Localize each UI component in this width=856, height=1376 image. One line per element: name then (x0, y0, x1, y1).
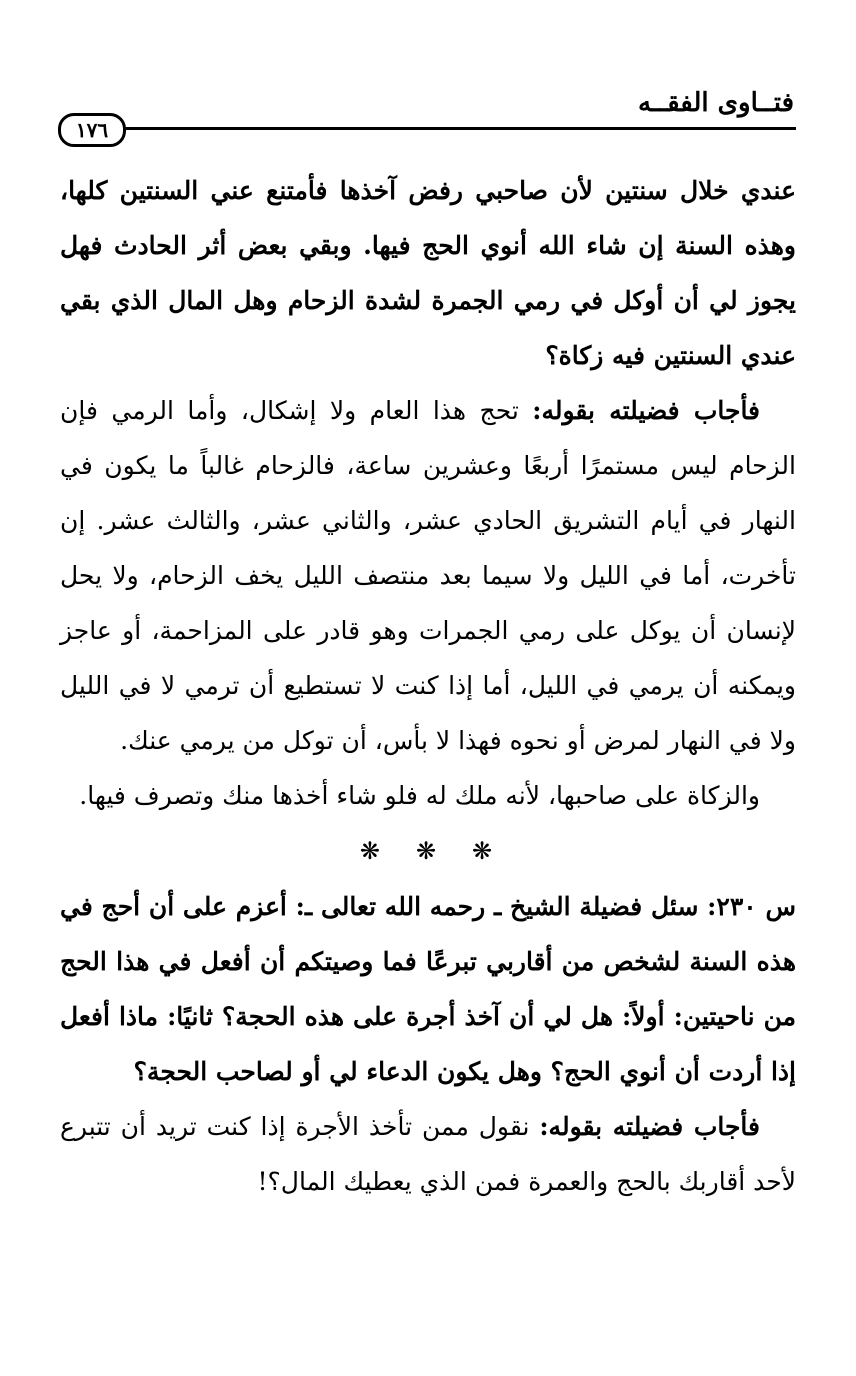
answer-lead: فأجاب فضيلته بقوله: (532, 396, 761, 425)
asterism-mark: ❋ (359, 837, 384, 865)
answer-text: نقول ممن تأخذ الأجرة إذا كنت تريد أن تتبرع لأحد أقاربك بالحج والعمرة فمن الذي يعطيك المال؟! (60, 1112, 796, 1196)
answer-text: تحج هذا العام ولا إشكال، وأما الرمي فإن الزحام ليس مستمرًا أربعًا وعشرين ساعة، فالزحام غالباً ما يكون في النهار في أيام التشريق الحادي عشر، والثاني عشر، والثالث عشر. إن تأخرت، أما في الليل ولا سيما بعد منتصف الليل يخف الزحام، ولا يحل لإنسان أن يوكل على رمي الجمرات وهو قادر على المزاحمة، أو عاجز ويمكنه أن يرمي في الليل، أما إذا كنت لا تستطيع أن ترمي لا في الليل ولا في النهار لمرض أو نحوه فهذا لا بأس، أن توكل من يرمي عنك. (60, 396, 796, 755)
question-paragraph (60, 879, 796, 1099)
answer-paragraph (60, 383, 796, 768)
question-number: س ٢٣٠: (707, 892, 796, 921)
question-continued: عندي خلال سنتين لأن صاحبي رفض آخذها فأمتنع عني السنتين كلها، وهذه السنة إن شاء الله أنوي الحج فيها. وبقي بعض أثر الحادث فهل يجوز لي أن أوكل في رمي الجمرة لشدة الزحام وهل المال الذي بقي عندي السنتين فيه زكاة؟ (60, 176, 796, 370)
answer-lead: فأجاب فضيلته بقوله: (539, 1112, 760, 1141)
asterism-mark: ❋ (472, 837, 497, 865)
page-body (60, 163, 796, 1209)
answer-paragraph (60, 1099, 796, 1209)
section-divider (60, 823, 796, 879)
zakat-paragraph: والزكاة على صاحبها، لأنه ملك له فلو شاء أخذها منك وتصرف فيها. (79, 781, 760, 810)
running-header-title: فتــاوى الفقــه (637, 88, 794, 118)
question-text: سئل فضيلة الشيخ ـ رحمه الله تعالى ـ: أعزم على أن أحج في هذه السنة لشخص من أقاربي تبرعًا فما وصيتكم أن أفعل في هذا الحج من ناحيتين: أولاً: هل لي أن آخذ أجرة على هذه الحجة؟ ثانيًا: ماذا أفعل إذا أردت أن أنوي الحج؟ وهل يكون الدعاء لي أو لصاحب الحجة؟ (60, 892, 796, 1086)
page-number: ١٧٦ (58, 113, 126, 147)
header-rule (108, 127, 796, 130)
asterism-mark: ❋ (415, 837, 441, 865)
